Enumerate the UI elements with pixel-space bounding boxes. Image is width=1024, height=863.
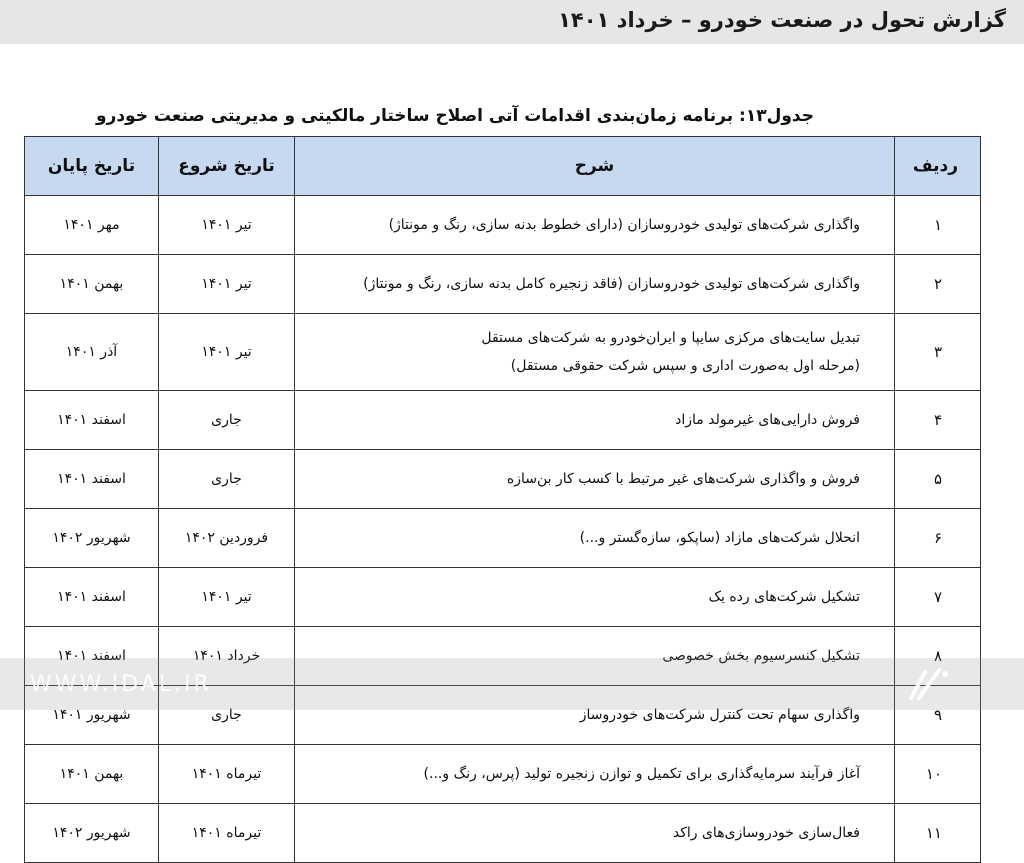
row-end-date: مهر ۱۴۰۱ bbox=[25, 196, 159, 255]
table-header-row bbox=[25, 137, 981, 196]
column-header-index: ردیف bbox=[895, 137, 981, 196]
row-end-date: بهمن ۱۴۰۱ bbox=[25, 745, 159, 804]
row-start-date: جاری bbox=[159, 391, 295, 450]
table-row bbox=[25, 450, 981, 509]
row-start-date: خرداد ۱۴۰۱ bbox=[159, 627, 295, 686]
row-index: ۴ bbox=[895, 391, 981, 450]
table-row bbox=[25, 745, 981, 804]
row-end-date: شهریور ۱۴۰۲ bbox=[25, 804, 159, 863]
table-row bbox=[25, 804, 981, 863]
row-description bbox=[295, 804, 895, 863]
row-index: ۵ bbox=[895, 450, 981, 509]
row-index: ۸ bbox=[895, 627, 981, 686]
row-description bbox=[295, 627, 895, 686]
row-start-date: تیر ۱۴۰۱ bbox=[159, 196, 295, 255]
row-start-date: جاری bbox=[159, 686, 295, 745]
row-end-date: اسفند ۱۴۰۱ bbox=[25, 568, 159, 627]
row-end-date: شهریور ۱۴۰۲ bbox=[25, 509, 159, 568]
row-end-date: شهریور ۱۴۰۱ bbox=[25, 686, 159, 745]
description-line: آغاز فرآیند سرمایه‌گذاری برای تکمیل و توازن زنجیره تولید (پرس، رنگ و...) bbox=[423, 766, 860, 782]
row-start-date: تیر ۱۴۰۱ bbox=[159, 568, 295, 627]
row-index: ۲ bbox=[895, 255, 981, 314]
description-line-2: (مرحله اول به‌صورت اداری و سپس شرکت حقوقی مستقل) bbox=[510, 358, 860, 374]
row-description bbox=[295, 509, 895, 568]
schedule-table bbox=[24, 136, 981, 863]
table-row bbox=[25, 314, 981, 391]
row-start-date: جاری bbox=[159, 450, 295, 509]
description-line: واگذاری سهام تحت کنترل شرکت‌های خودروساز bbox=[579, 707, 860, 723]
description-line: تشکیل شرکت‌های رده یک bbox=[708, 589, 860, 605]
row-description bbox=[295, 450, 895, 509]
row-description bbox=[295, 745, 895, 804]
row-end-date: بهمن ۱۴۰۱ bbox=[25, 255, 159, 314]
row-end-date: اسفند ۱۴۰۱ bbox=[25, 450, 159, 509]
row-index: ۱۰ bbox=[895, 745, 981, 804]
table-row bbox=[25, 196, 981, 255]
watermark-logo-icon bbox=[905, 664, 953, 708]
row-index: ۱۱ bbox=[895, 804, 981, 863]
table-row bbox=[25, 391, 981, 450]
column-header-start: تاریخ شروع bbox=[159, 137, 295, 196]
row-index: ۶ bbox=[895, 509, 981, 568]
row-index: ۹ bbox=[895, 686, 981, 745]
column-header-end: تاریخ پایان bbox=[25, 137, 159, 196]
row-description bbox=[295, 686, 895, 745]
row-index: ۳ bbox=[895, 314, 981, 391]
description-line: واگذاری شرکت‌های تولیدی خودروسازان (فاقد زنجیره کامل بدنه سازی، رنگ و مونتاژ) bbox=[363, 276, 860, 292]
row-end-date: اسفند ۱۴۰۱ bbox=[25, 627, 159, 686]
row-start-date: تیر ۱۴۰۱ bbox=[159, 314, 295, 391]
page-title: گزارش تحول در صنعت خودرو – خرداد ۱۴۰۱ bbox=[558, 8, 1006, 32]
description-line: تبدیل سایت‌های مرکزی سایپا و ایران‌خودرو به شرکت‌های مستقل bbox=[481, 330, 860, 346]
row-description bbox=[295, 314, 895, 391]
description-line: تشکیل کنسرسیوم بخش خصوصی bbox=[662, 648, 860, 664]
row-start-date: تیرماه ۱۴۰۱ bbox=[159, 745, 295, 804]
watermark-text: WWW.IDAL.IR bbox=[30, 672, 212, 697]
description-line: فعال‌سازی خودروسازی‌های راکد bbox=[672, 825, 860, 841]
table-row bbox=[25, 509, 981, 568]
row-start-date: تیر ۱۴۰۱ bbox=[159, 255, 295, 314]
row-start-date: تیرماه ۱۴۰۱ bbox=[159, 804, 295, 863]
row-index: ۷ bbox=[895, 568, 981, 627]
description-line: انحلال شرکت‌های مازاد (ساپکو، سازه‌گستر و...) bbox=[579, 530, 860, 546]
description-line: فروش و واگذاری شرکت‌های غیر مرتبط با کسب کار بن‌سازه bbox=[506, 471, 860, 487]
row-description bbox=[295, 196, 895, 255]
description-line: واگذاری شرکت‌های تولیدی خودروسازان (دارای خطوط بدنه سازی، رنگ و مونتاژ) bbox=[388, 217, 860, 233]
row-end-date: اسفند ۱۴۰۱ bbox=[25, 391, 159, 450]
row-index: ۱ bbox=[895, 196, 981, 255]
row-start-date: فروردین ۱۴۰۲ bbox=[159, 509, 295, 568]
description-line: فروش دارایی‌های غیرمولد مازاد bbox=[675, 412, 860, 428]
column-header-description: شرح bbox=[295, 137, 895, 196]
row-end-date: آذر ۱۴۰۱ bbox=[25, 314, 159, 391]
row-description bbox=[295, 391, 895, 450]
row-description bbox=[295, 568, 895, 627]
table-caption: جدول۱۳: برنامه زمان‌بندی اقدامات آتی اصلاح ساختار مالکیتی و مدیریتی صنعت خودرو bbox=[95, 106, 814, 126]
row-description bbox=[295, 255, 895, 314]
table-row bbox=[25, 568, 981, 627]
table-row bbox=[25, 255, 981, 314]
